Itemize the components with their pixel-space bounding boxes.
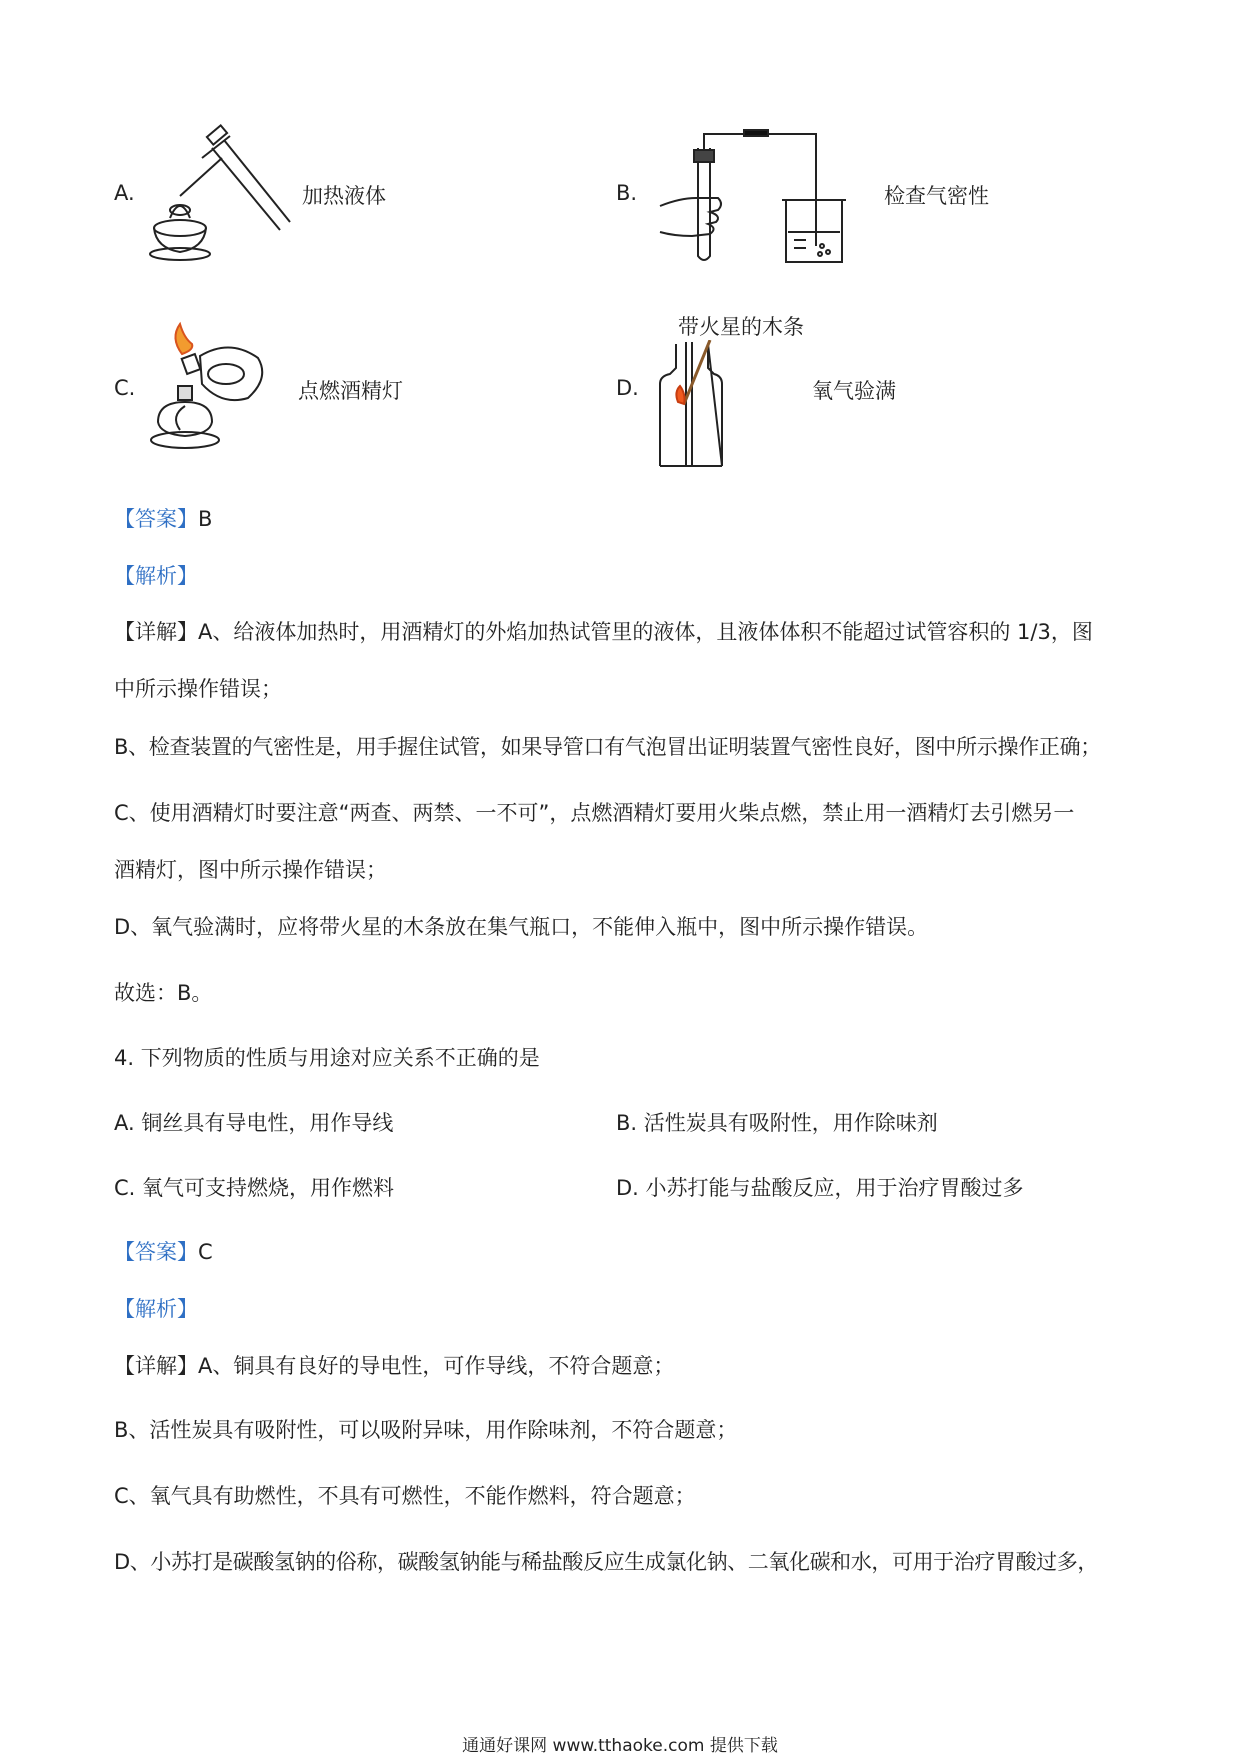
q3-conclusion: 故选：B。	[114, 981, 213, 1005]
q4-detail-a	[114, 1350, 674, 1380]
q4-detail-tag: 【详解】	[114, 1354, 198, 1378]
q4-detail-a-text: A、铜具有良好的导电性，可作导线，不符合题意；	[198, 1354, 675, 1378]
q4-option-c: C. 氧气可支持燃烧，用作燃料	[114, 1176, 395, 1200]
splint-label: 带火星的木条	[678, 315, 804, 339]
lighting-alcohol-lamp-illustration	[140, 318, 280, 458]
q4-option-d: D. 小苏打能与盐酸反应，用于治疗胃酸过多	[616, 1176, 1024, 1200]
q3-detail-a-line2: 中所示操作错误；	[114, 677, 282, 701]
q4-answer	[114, 1236, 213, 1266]
q3-answer	[114, 503, 212, 533]
option-d-letter: D.	[616, 376, 639, 400]
q3-detail-c-line2: 酒精灯，图中所示操作错误；	[114, 858, 387, 882]
option-a-letter: A.	[114, 181, 135, 205]
airtightness-check-illustration	[652, 128, 852, 268]
q4-option-b: B. 活性炭具有吸附性，用作除味剂	[616, 1111, 938, 1135]
page-footer: 通通好课网 www.tthaoke.com 提供下载	[462, 1736, 778, 1756]
q4-option-a: A. 铜丝具有导电性，用作导线	[114, 1111, 394, 1135]
q3-answer-value: B	[198, 507, 213, 531]
q3-analysis-tag: 【解析】	[114, 564, 198, 588]
q3-detail-d: D、氧气验满时，应将带火星的木条放在集气瓶口，不能伸入瓶中，图中所示操作错误。	[114, 915, 929, 939]
q4-detail-b: B、活性炭具有吸附性，可以吸附异味，用作除味剂，不符合题意；	[114, 1418, 738, 1442]
heating-liquid-illustration	[140, 118, 300, 268]
option-d-caption: 氧气验满	[812, 379, 896, 403]
q4-answer-value: C	[198, 1240, 213, 1264]
q3-detail-tag: 【详解】	[114, 620, 198, 644]
q4-detail-d: D、小苏打是碳酸氢钠的俗称，碳酸氢钠能与稀盐酸反应生成氯化钠、二氧化碳和水，可用于治疗胃酸过多，	[114, 1550, 1098, 1574]
q3-detail-a-text: A、给液体加热时，用酒精灯的外焰加热试管里的液体，且液体体积不能超过试管容积的 1/3，图	[198, 620, 1093, 644]
q3-answer-tag: 【答案】	[114, 507, 198, 531]
q4-stem: 4. 下列物质的性质与用途对应关系不正确的是	[114, 1046, 540, 1070]
option-c-caption: 点燃酒精灯	[298, 379, 403, 403]
q3-detail-b: B、检查装置的气密性是，用手握住试管，如果导管口有气泡冒出证明装置气密性良好，图中所示操作正确；	[114, 735, 1102, 759]
option-b-letter: B.	[616, 181, 638, 205]
oxygen-full-test-illustration	[656, 340, 736, 470]
option-c-letter: C.	[114, 376, 136, 400]
q3-detail-c-line1: C、使用酒精灯时要注意“两查、两禁、一不可”，点燃酒精灯要用火柴点燃，禁止用一酒精灯去引燃另一	[114, 801, 1075, 825]
q4-detail-c: C、氧气具有助燃性，不具有可燃性，不能作燃料，符合题意；	[114, 1484, 696, 1508]
q3-detail-a-line1	[114, 616, 1093, 646]
option-b-caption: 检查气密性	[884, 184, 989, 208]
option-a-caption: 加热液体	[302, 184, 386, 208]
q4-answer-tag: 【答案】	[114, 1240, 198, 1264]
q4-analysis-tag: 【解析】	[114, 1297, 198, 1321]
